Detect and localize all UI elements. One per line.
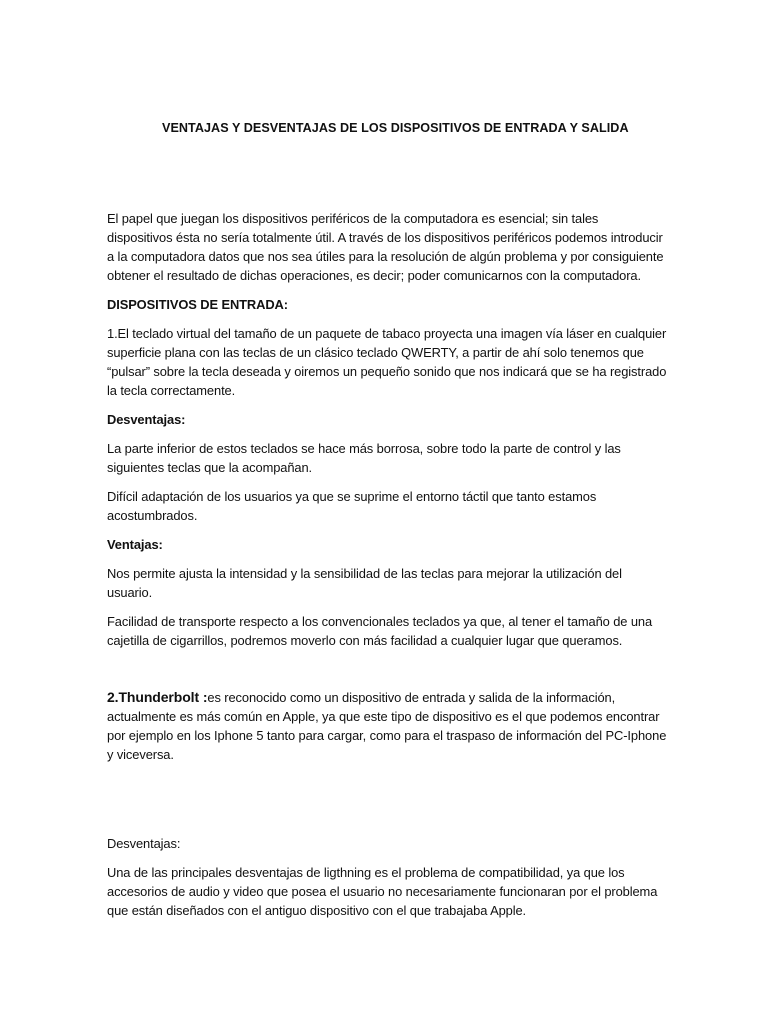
- item1-disadvantages-heading: Desventajas:: [107, 412, 186, 427]
- item2-paragraph: [107, 688, 667, 764]
- item1-paragraph: 1.El teclado virtual del tamaño de un paquete de tabaco proyecta una imagen vía láser en cualquier superficie plana con las teclas de un clásico teclado QWERTY, a partir de ahí solo tenemos que “pulsar” sobre la tecla deseada y oiremos un pequeño sonido que nos indicará que se ha registrado la tecla correctamente.: [107, 326, 667, 398]
- item1-disadvantage-1: La parte inferior de estos teclados se hace más borrosa, sobre todo la parte de control y las siguientes teclas que la acompañan.: [107, 441, 621, 475]
- item2-text: es reconocido como un dispositivo de entrada y salida de la información, actualmente es más común en Apple, ya que este tipo de dispositivo es el que podemos encontrar por ejemplo en los Iphone 5 tanto para cargar, como para el traspaso de información del PC-Iphone y viceversa.: [107, 690, 667, 762]
- item1-advantage-2: Facilidad de transporte respecto a los convencionales teclados ya que, al tener el tamaño de una cajetilla de cigarrillos, podremos moverlo con más facilidad a cualquier lugar que queramos.: [107, 614, 653, 648]
- item1-advantage-1: Nos permite ajusta la intensidad y la sensibilidad de las teclas para mejorar la utilización del usuario.: [107, 566, 622, 600]
- item2-disadvantage-1: Una de las principales desventajas de ligthning es el problema de compatibilidad, ya que los accesorios de audio y video que posea el usuario no necesariamente funcionaran por el problema que están diseñados con el antiguo dispositivo con el que trabajaba Apple.: [107, 865, 658, 918]
- item2-lead: 2.Thunderbolt :: [107, 689, 208, 705]
- section-heading-entrada: DISPOSITIVOS DE ENTRADA:: [107, 297, 288, 312]
- item1-disadvantage-2: Difícil adaptación de los usuarios ya que se suprime el entorno táctil que tanto estamos acostumbrados.: [107, 489, 597, 523]
- intro-paragraph: El papel que juegan los dispositivos periféricos de la computadora es esencial; sin tales dispositivos ésta no sería totalmente útil. A través de los dispositivos periféricos podemos introducir a la computadora datos que nos sea útiles para la resolución de algún problema y por consiguiente obtener el resultado de dichas operaciones, es decir; poder comunicarnos con la computadora.: [107, 211, 664, 283]
- document-title: VENTAJAS Y DESVENTAJAS DE LOS DISPOSITIVOS DE ENTRADA Y SALIDA: [162, 121, 629, 135]
- item2-disadvantages-heading: Desventajas:: [107, 836, 181, 851]
- item1-advantages-heading: Ventajas:: [107, 537, 163, 552]
